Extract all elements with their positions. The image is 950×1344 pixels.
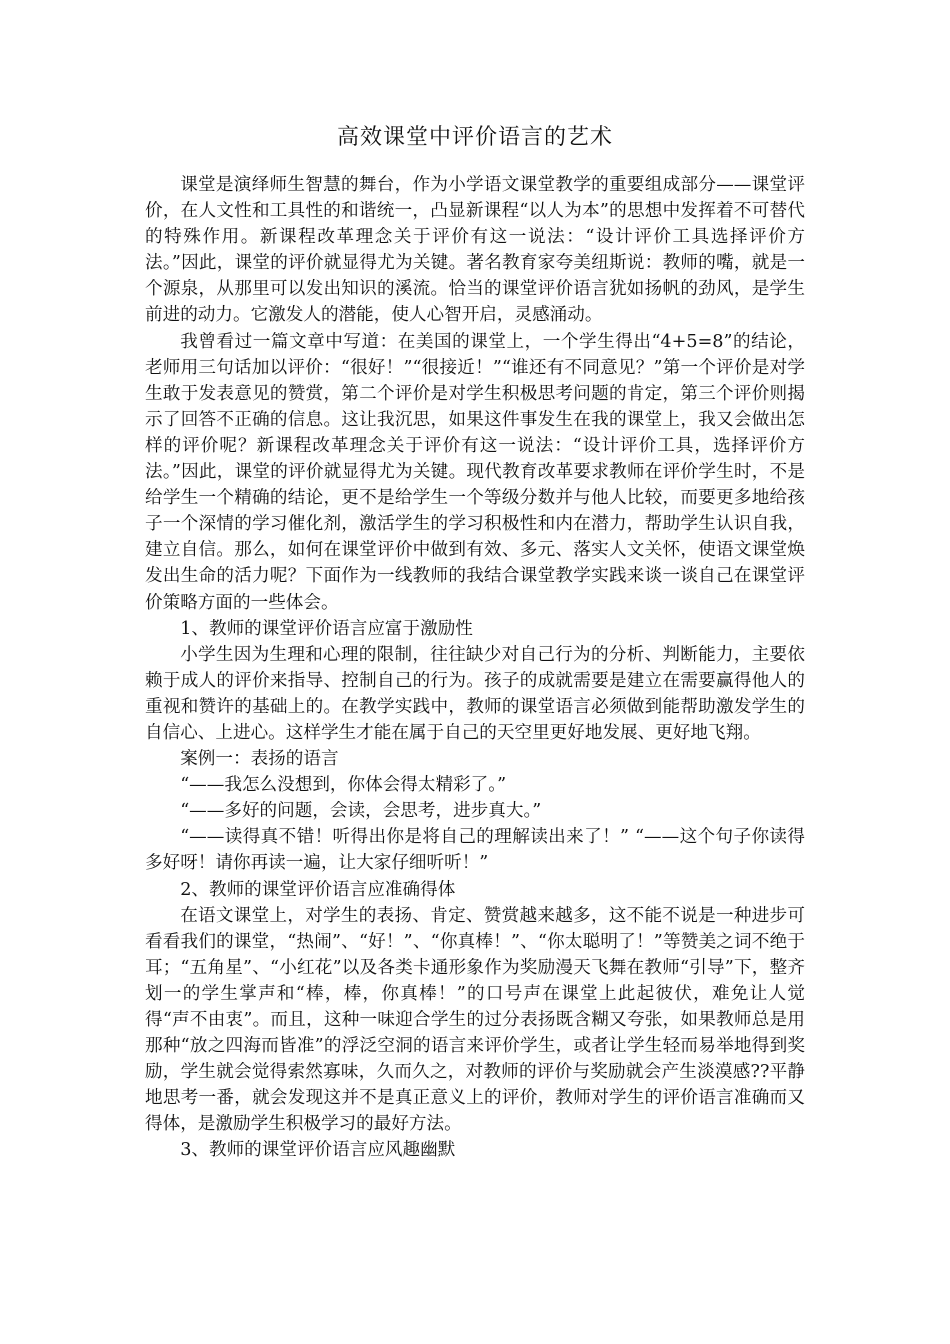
paragraph-section-1: 小学生因为生理和心理的限制，往往缺少对自己行为的分析、判断能力，主要依赖于成人的评价来指导、控制自己的行为。孩子的成就需要是建立在需要赢得他人的重视和赞许的基础上的。在教学实践中，教师的课堂语言必须做到能帮助激发学生的自信心、上进心。这样学生才能在属于自己的天空里更好地发展、更好地飞翔。 [145, 644, 805, 743]
case-heading: 案例一：表扬的语言 [180, 749, 339, 770]
document-title: 高效课堂中评价语言的艺术 [336, 125, 613, 150]
quote-1: “——我怎么没想到，你体会得太精彩了。” [180, 775, 507, 796]
paragraph-example: 我曾看过一篇文章中写道：在美国的课堂上，一个学生得出“4+5=8”的结论，老师用三句话加以评价：“很好！”“很接近！”“谁还有不同意见？”第一个评价是对学生敢于发表意见的赞赏，第二个评价是对学生积极思考问题的肯定，第三个评价则揭示了回答不正确的信息。这让我沉思，如果这件事发生在我的课堂上，我又会做出怎样的评价呢？新课程改革理念关于评价有这一说法：“设计评价工具，选择评价方法。”因此，课堂的评价就显得尤为关键。现代教育改革要求教师在评价学生时，不是给学生一个精确的结论，更不是给学生一个等级分数并与他人比较，而要更多地给孩子一个深情的学习催化剂，激活学生的学习积极性和内在潜力，帮助学生认识自我，建立自信。那么，如何在课堂评价中做到有效、多元、落实人文关怀，使语文课堂焕发出生命的活力呢？下面作为一线教师的我结合课堂教学实践来谈一谈自己在课堂评价策略方面的一些体会。 [145, 331, 805, 613]
section-heading-3: 3、教师的课堂评价语言应风趣幽默 [180, 1140, 456, 1161]
paragraph-section-2: 在语文课堂上，对学生的表扬、肯定、赞赏越来越多，这不能不说是一种进步可看看我们的课堂，“热闹”、“好！”、“你真棒！”、“你太聪明了！”等赞美之词不绝于耳；“五角星”、“小红花”以及各类卡通形象作为奖励漫天飞舞在教师“引导”下，整齐划一的学生掌声和“棒，棒，你真棒！”的口号声在课堂上此起彼伏，难免让人觉得“声不由衷”。而且，这种一味迎合学生的过分表扬既含糊又夸张，如果教师总是用那种“放之四海而皆准”的浮泛空洞的语言来评价学生，或者让学生轻而易举地得到奖励，学生就会觉得索然寡味，久而久之，对教师的评价与奖励就会产生淡漠感??平静地思考一番，就会发现这并不是真正意义上的评价，教师对学生的评价语言准确而又得体，是激励学生积极学习的最好方法。 [145, 905, 805, 1135]
quote-3: “——读得真不错！听得出你是将自己的理解读出来了！” “——这个句子你读得多好呀！请你再读一遍，让大家仔细听听！” [145, 827, 805, 874]
quote-2: “——多好的问题，会读，会思考，进步真大。” [180, 801, 542, 822]
section-heading-1: 1、教师的课堂评价语言应富于激励性 [180, 618, 473, 639]
document-body [145, 172, 805, 1164]
paragraph-intro: 课堂是演绎师生智慧的舞台，作为小学语文课堂教学的重要组成部分——课堂评价，在人文性和工具性的和谐统一，凸显新课程“以人为本”的思想中发挥着不可替代的特殊作用。新课程改革理念关于评价有这一说法：“设计评价工具选择评价方法。”因此，课堂的评价就显得尤为关键。著名教育家夸美纽斯说：教师的嘴，就是一个源泉，从那里可以发出知识的溪流。恰当的课堂评价语言犹如扬帆的劲风，是学生前进的动力。它激发人的潜能，使人心智开启，灵感涌动。 [145, 175, 805, 326]
section-heading-2: 2、教师的课堂评价语言应准确得体 [180, 879, 456, 900]
